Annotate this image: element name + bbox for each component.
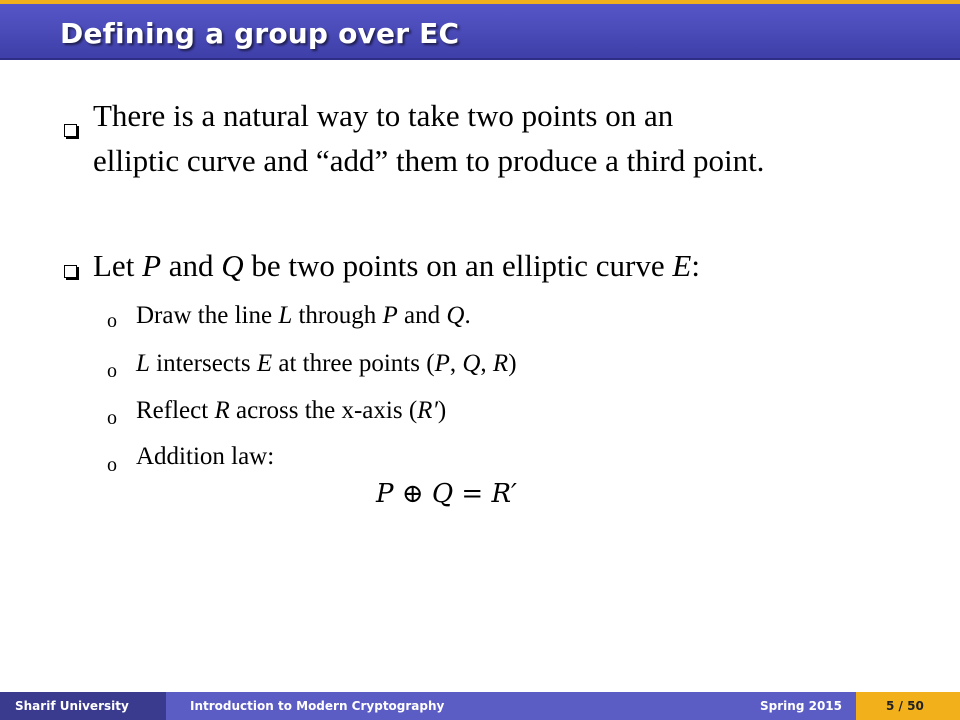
var-p: P: [382, 302, 398, 329]
var-l: L: [136, 350, 150, 377]
footer-center: [166, 692, 856, 720]
text-run: across the x-axis (: [229, 397, 418, 424]
sub-bullet-marker: o: [107, 360, 117, 382]
slide-title: Defining a group over EC: [60, 17, 460, 50]
footer-page-number: 5 / 50: [856, 692, 960, 720]
subitem-3: [136, 396, 446, 426]
footer-course: Introduction to Modern Cryptography: [190, 699, 445, 713]
var-l: L: [278, 302, 293, 329]
text-run: Reflect: [136, 397, 215, 424]
oplus-symbol: ⊕: [401, 479, 424, 509]
text-run: at three points (: [272, 350, 435, 377]
text-run: ,: [480, 350, 493, 377]
var-r: R: [214, 397, 230, 424]
text-run: ): [437, 397, 447, 424]
text-run: ,: [449, 350, 463, 377]
text-run: ): [508, 350, 517, 377]
eq-q: Q: [431, 479, 454, 509]
text-run: :: [691, 248, 700, 283]
var-r: R: [492, 350, 509, 377]
var-e: E: [256, 350, 273, 377]
title-bar: [0, 4, 960, 60]
text-run: .: [464, 302, 471, 329]
text-run: Addition law:: [136, 443, 275, 470]
subitem-1: [136, 301, 471, 331]
subitem-2: [136, 349, 517, 379]
var-q: Q: [446, 302, 465, 329]
bullet-1-line-2: elliptic curve and “add” them to produce a third point.: [93, 143, 765, 178]
bullet-2-line: [93, 248, 700, 284]
var-p: P: [434, 350, 450, 377]
var-q: Q: [221, 248, 244, 283]
text-run: through: [292, 302, 383, 329]
sub-bullet-marker: o: [107, 454, 117, 476]
subitem-4: [136, 442, 274, 472]
eq-p: P: [376, 479, 394, 509]
bullet-1-line-1: There is a natural way to take two points on an: [93, 98, 674, 133]
var-r-prime: R′: [417, 397, 438, 424]
text-run: Draw the line: [136, 302, 279, 329]
text-run: and: [161, 248, 222, 283]
footer-term: Spring 2015: [760, 699, 842, 713]
checkbox-bullet-icon: [64, 124, 77, 137]
sub-bullet-marker: o: [107, 407, 117, 429]
text-run: and: [397, 302, 447, 329]
footer-institution: Sharif University: [0, 692, 166, 720]
text-run: Let: [93, 248, 143, 283]
text-run: be two points on an elliptic curve: [243, 248, 673, 283]
text-run: intersects: [149, 350, 257, 377]
var-p: P: [142, 248, 161, 283]
slide-footer: [0, 692, 960, 720]
var-e: E: [672, 248, 692, 283]
equals-sign: =: [461, 479, 484, 509]
checkbox-bullet-icon: [64, 265, 77, 278]
eq-r-prime: R′: [491, 479, 517, 509]
addition-law-equation: [376, 478, 517, 510]
sub-bullet-marker: o: [107, 310, 117, 332]
var-q: Q: [462, 350, 481, 377]
